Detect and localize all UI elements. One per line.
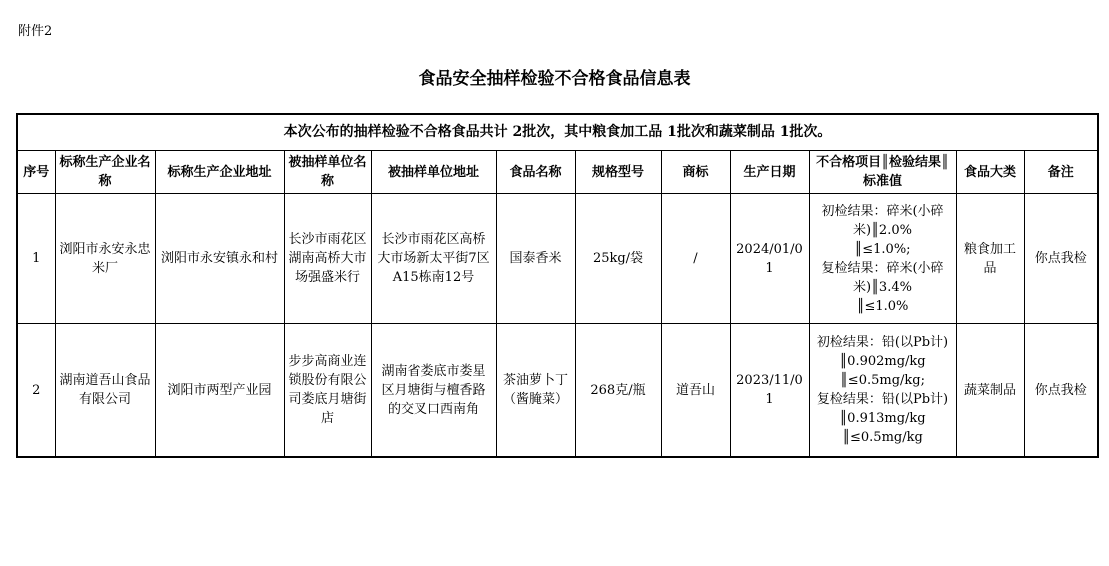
unqualified-food-table: [16, 113, 1099, 458]
result-line: 初检结果：碎米(小碎米)║2.0%: [821, 203, 944, 238]
cell-remark: 你点我检: [1024, 324, 1098, 458]
page-title: 食品安全抽样检验不合格食品信息表: [418, 69, 691, 89]
header-category: 食品大类: [956, 151, 1024, 194]
table-row: [17, 194, 1098, 324]
summary-text: 本次公布的抽样检验不合格食品共计 2批次，其中粮食加工品 1批次和蔬菜制品 1批次。: [17, 114, 1098, 151]
cell-sampled-unit: 步步高商业连锁股份有限公司娄底月塘街店: [284, 324, 371, 458]
cell-results: [809, 194, 956, 324]
result-line: 复检结果：碎米(小碎米)║3.4%: [821, 260, 944, 295]
result-line: ║≤0.5mg/kg;: [839, 373, 925, 388]
cell-producer-address: 浏阳市永安镇永和村: [155, 194, 284, 324]
header-remark: 备注: [1024, 151, 1098, 194]
result-line: ║≤0.5mg/kg: [842, 430, 923, 445]
cell-sampled-unit: 长沙市雨花区湖南高桥大市场强盛米行: [284, 194, 371, 324]
cell-remark: 你点我检: [1024, 194, 1098, 324]
header-no: 序号: [17, 151, 55, 194]
cell-sampled-address: 长沙市雨花区高桥大市场新太平街7区A15栋南12号: [371, 194, 496, 324]
cell-category: 粮食加工品: [956, 194, 1024, 324]
cell-sampled-address: 湖南省娄底市娄星区月塘街与檀香路的交叉口西南角: [371, 324, 496, 458]
cell-producer: 浏阳市永安永忠米厂: [55, 194, 155, 324]
cell-category: 蔬菜制品: [956, 324, 1024, 458]
header-row: [17, 151, 1098, 194]
cell-producer-address: 浏阳市两型产业园: [155, 324, 284, 458]
result-line: ║≤1.0%: [856, 298, 909, 314]
attachment-label: 附件2: [18, 24, 53, 39]
cell-production-date: 2024/01/01: [730, 194, 809, 324]
cell-no: 1: [17, 194, 55, 324]
header-sampled-unit: 被抽样单位名称: [284, 151, 371, 194]
cell-no: 2: [17, 324, 55, 458]
header-results: 不合格项目║检验结果║标准值: [809, 151, 956, 194]
header-spec: 规格型号: [575, 151, 661, 194]
result-line: 初检结果：铅(以Pb计)║0.902mg/kg: [816, 335, 949, 369]
summary-row: [17, 114, 1098, 151]
cell-brand: /: [661, 194, 730, 324]
result-line: 复检结果：铅(以Pb计)║0.913mg/kg: [816, 392, 949, 426]
header-food-name: 食品名称: [496, 151, 575, 194]
table-row: [17, 324, 1098, 458]
header-brand: 商标: [661, 151, 730, 194]
cell-spec: 268克/瓶: [575, 324, 661, 458]
result-line: ║≤1.0%;: [854, 241, 911, 257]
cell-producer: 湖南道吾山食品有限公司: [55, 324, 155, 458]
cell-brand: 道吾山: [661, 324, 730, 458]
cell-spec: 25kg/袋: [575, 194, 661, 324]
header-producer: 标称生产企业名称: [55, 151, 155, 194]
cell-results: [809, 324, 956, 458]
header-sampled-address: 被抽样单位地址: [371, 151, 496, 194]
cell-food-name: 国泰香米: [496, 194, 575, 324]
header-production-date: 生产日期: [730, 151, 809, 194]
header-producer-address: 标称生产企业地址: [155, 151, 284, 194]
cell-production-date: 2023/11/01: [730, 324, 809, 458]
cell-food-name: 茶油萝卜丁（酱腌菜）: [496, 324, 575, 458]
